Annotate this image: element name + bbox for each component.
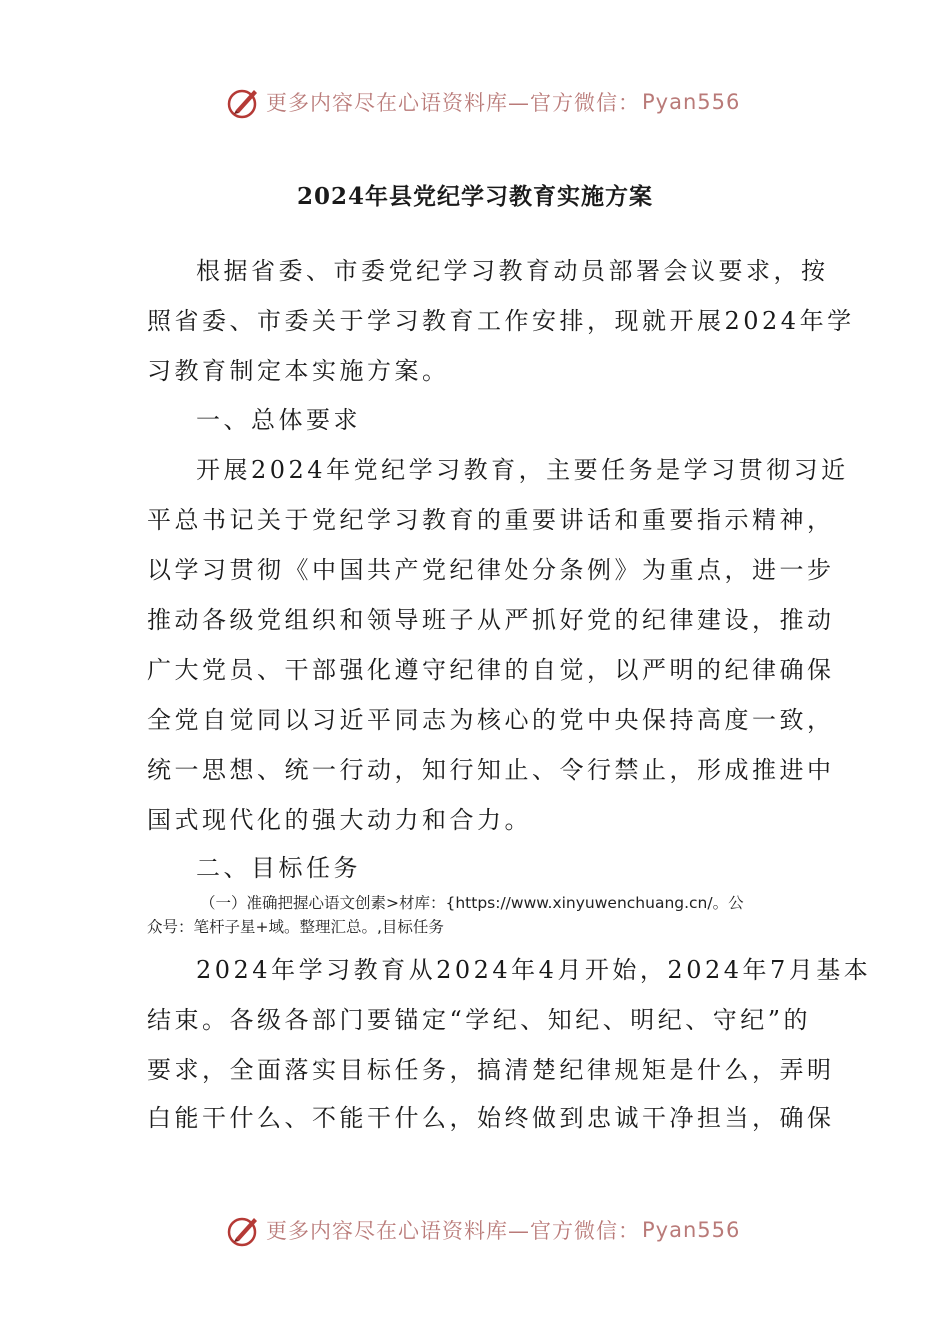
paragraph-line: 根据省委、市委党纪学习教育动员部署会议要求，按 <box>196 257 829 285</box>
paragraph-line: 2024年学习教育从2024年4月开始，2024年7月基本 <box>196 956 872 984</box>
paragraph-line: 以学习贯彻《中国共产党纪律处分条例》为重点，进一步 <box>147 556 835 584</box>
paragraph-line: 平总书记关于党纪学习教育的重要讲话和重要指示精神， <box>147 506 835 534</box>
banner-wechat-id: Pyan556 <box>642 90 741 114</box>
pen-logo-icon <box>226 84 262 120</box>
pen-logo-icon <box>226 1212 262 1248</box>
paragraph-line: 习教育制定本实施方案。 <box>147 357 450 385</box>
paragraph-line: 统一思想、统一行动，知行知止、令行禁止，形成推进中 <box>147 756 835 784</box>
subheading-line: （一）准确把握心语文创素>材库：{https://www.xinyuwenchuang.cn/。公 <box>200 894 744 912</box>
paragraph-line: 要求，全面落实目标任务，搞清楚纪律规矩是什么，弄明 <box>147 1056 835 1084</box>
paragraph-line: 国式现代化的强大动力和合力。 <box>147 806 532 834</box>
paragraph-line: 推动各级党组织和领导班子从严抓好党的纪律建设，推动 <box>147 606 835 634</box>
subheading-line: 众号：笔杆子星+域。整理汇总。,目标任务 <box>147 918 444 936</box>
paragraph-line: 广大党员、干部强化遵守纪律的自觉，以严明的纪律确保 <box>147 656 835 684</box>
paragraph-line: 全党自觉同以习近平同志为核心的党中央保持高度一致， <box>147 706 835 734</box>
banner-text: 更多内容尽在心语资料库—官方微信： <box>266 1219 640 1243</box>
paragraph-line: 照省委、市委关于学习教育工作安排，现就开展2024年学 <box>147 307 855 335</box>
paragraph-line: 结束。各级各部门要锚定“学纪、知纪、明纪、守纪”的 <box>147 1006 812 1034</box>
paragraph-line: 开展2024年党纪学习教育，主要任务是学习贯彻习近 <box>196 456 849 484</box>
paragraph-line: 白能干什么、不能干什么，始终做到忠诚干净担当，确保 <box>147 1104 835 1132</box>
section-heading: 二、目标任务 <box>196 854 361 882</box>
section-heading: 一、总体要求 <box>196 406 361 434</box>
header-watermark-banner <box>226 82 746 122</box>
footer-watermark-banner <box>226 1210 746 1250</box>
document-title: 2024年县党纪学习教育实施方案 <box>296 183 653 210</box>
banner-wechat-id: Pyan556 <box>642 1218 741 1242</box>
banner-text: 更多内容尽在心语资料库—官方微信： <box>266 91 640 115</box>
